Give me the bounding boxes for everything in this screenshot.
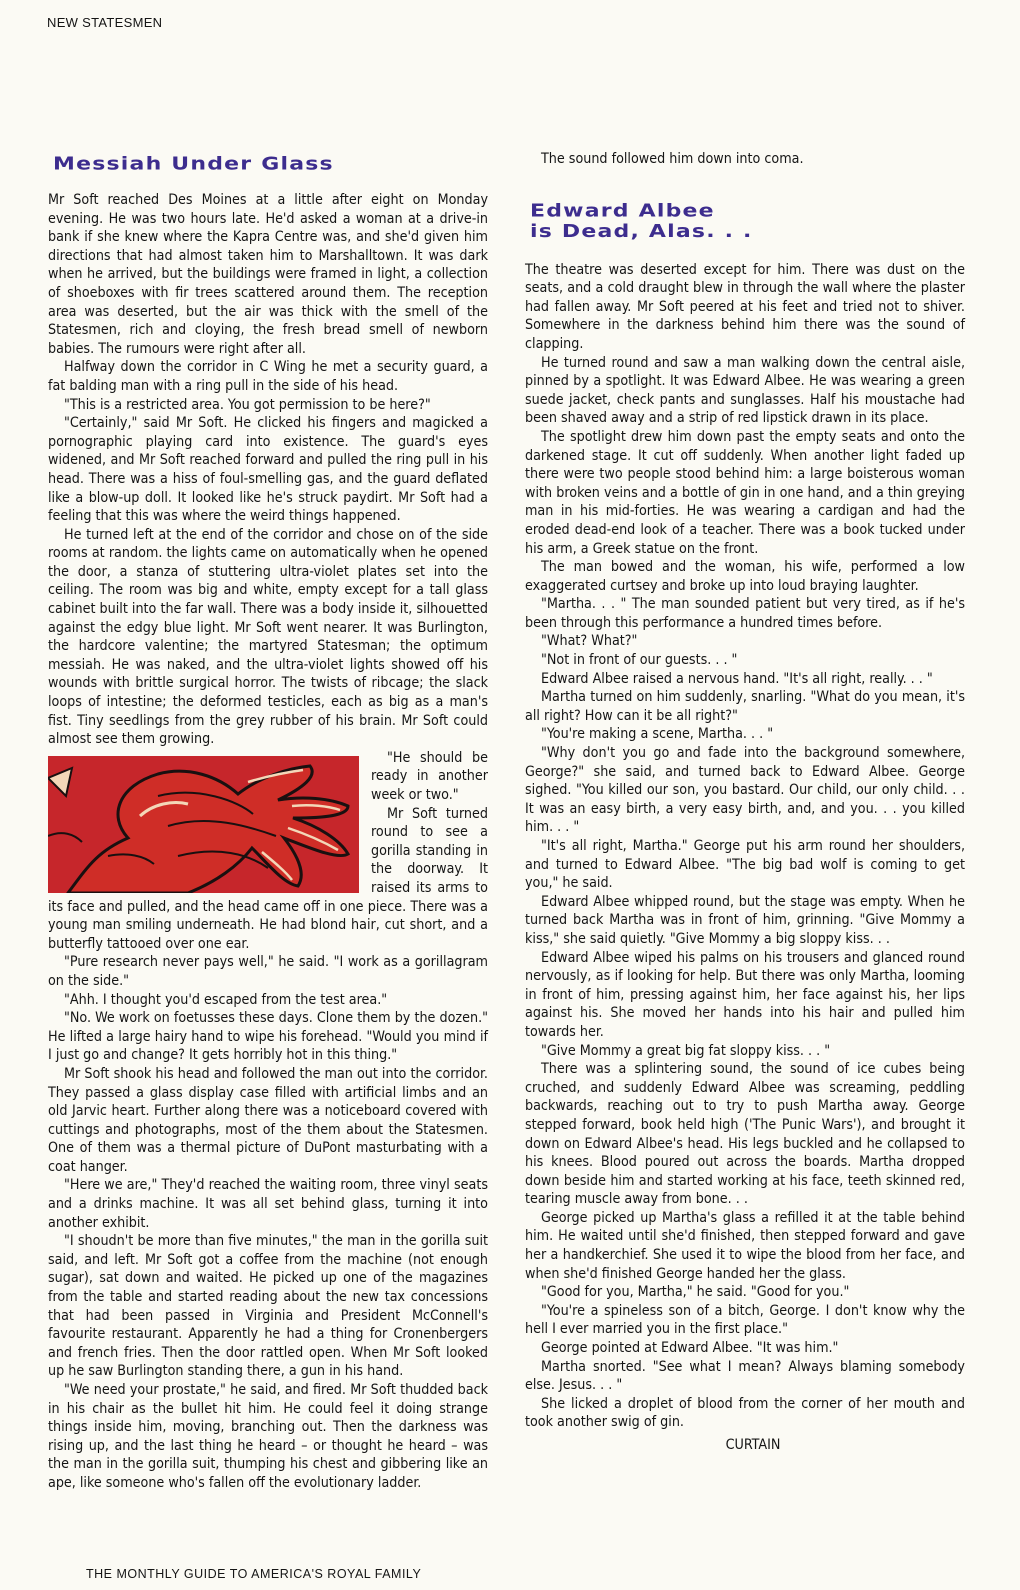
paragraph: Edward Albee wiped his palms on his trousers and glanced round nervously, as if looking for help. But there was only Martha, looming in front of him, pressing against him, her face against his, her lips against his. She moved her hands into his hair and pulled him towards her. [525,949,965,1040]
paragraph: Martha snorted. "See what I mean? Always blaming somebody else. Jesus. . . " [525,1358,965,1394]
paragraph: The spotlight drew him down past the empty seats and onto the darkened stage. It cut off suddenly. When another light faded up there were two people stood behind him: a large boisterous woman with broken veins and a bottle of gin in one hand, and a thin greying man in his mid-forties. He was wearing a cardigan and had the eroded dead-end look of a teacher. There was a book tucked under his arm, a Greek statue on the front. [525,428,965,557]
running-head: NEW STATESMEN [47,15,163,30]
paragraph: "He should be ready in another week or two." [371,749,488,803]
paragraph: "Not in front of our guests. . . " [541,652,738,669]
paragraph: The theatre was deserted except for him. There was dust on the seats, and a cold draught blew in through the wall where the plaster had fallen away. Mr Soft peered at his feet and tried not to shiver. Somewhere in the darkness behind him there was the sound of clapping. [525,261,965,352]
right-column [525,150,965,1455]
paragraph: Mr Soft turned round to see a gorilla standing in the doorway. It raised its arms to its face and pulled, and the head came off in one piece. There was a young man smiling underneath. He had blond hair, cut short, and a butterfly tattooed over one ear. [48,805,488,952]
paragraph: The man bowed and the woman, his wife, performed a low exaggerated curtsey and broke up into loud braying laughter. [525,559,965,594]
paragraph: Martha turned on him suddenly, snarling. "What do you mean, it's all right? How can it be all right?" [525,689,965,724]
paragraph: The sound followed him down into coma. [541,151,804,167]
story-title-messiah: Messiah Under Glass [53,154,334,175]
paragraph: "Good for you, Martha," he said. "Good for you." [541,1284,850,1301]
paragraph: George picked up Martha's glass a refilled it at the table behind him. He waited until she'd finished, then stepped forward and gave her a handkerchief. She used it to wipe the blood from her face, and when she'd finished George handed her the glass. [525,1209,965,1282]
story-title-albee-line2: is Dead, Alas. . . [530,221,753,242]
paragraph: "Why don't you go and fade into the background somewhere, George?" she said, and turned back to Edward Albee. George sighed. "You killed our son, you bastard. Our child, our only child. . . It was an easy birth, a very easy birth, and, and you. . . you killed him. . . " [525,745,965,836]
paragraph: "Pure research never pays well," he said. "I work as a gorillagram on the side." [48,954,488,989]
paragraph: "You're a spineless son of a bitch, George. I don't know why the hell I ever married you in the first place." [525,1302,965,1338]
paragraph: "Martha. . . " The man sounded patient but very tired, as if he's been through this performance a hundred times before. [525,596,965,631]
left-column [48,148,488,1493]
running-foot: THE MONTHLY GUIDE TO AMERICA'S ROYAL FAMILY [86,1567,422,1581]
paragraph: Mr Soft shook his head and followed the man out into the corridor. They passed a glass display case filled with artificial limbs and an old Jarvic heart. Further along there was a noticeboard covered with cuttings and photographs, most of the them about the Statesmen. One of them was a thermal picture of DuPont masturbating with a coat hanger. [48,1065,488,1175]
paragraph: "No. We work on foetusses these days. Clone them by the dozen." He lifted a large hairy hand to wipe his forehead. "Would you mind if I just go and change? It gets horribly hot in this thing." [48,1010,488,1064]
paragraph: "It's all right, Martha." George put his arm round her shoulders, and turned to Edward Albee. "The big bad wolf is coming to get you," he said. [525,838,965,892]
paragraph: He turned round and saw a man walking down the central aisle, pinned by a spotlight. It was Edward Albee. He was wearing a green suede jacket, check pants and sunglasses. Half his moustache had been shaved away and a strip of red lipstick drawn in its place. [525,354,965,427]
paragraph: George pointed at Edward Albee. "It was him." [541,1340,839,1357]
story-title-albee [530,201,965,242]
paragraph: "Give Mommy a great big fat sloppy kiss. . . " [541,1042,831,1059]
paragraph: "Certainly," said Mr Soft. He clicked his fingers and magicked a pornographic playing card into existence. The guard's eyes widened, and Mr Soft reached forward and pulled the ring pull in his head. There was a hiss of foul-smelling gas, and the guard deflated like a blow-up doll. It looked like he's struck paydirt. Mr Soft had a feeling that this was where the weird things happened. [48,415,488,525]
paragraph: "We need your prostate," he said, and fired. Mr Soft thudded back in his chair as the bullet hit him. He could feel it doing strange things inside him, moving, branching out. Then the darkness was rising up, and the last thing he heard – or thought he heard – was the man in the gorilla suit, thumping his chest and gibbering like an ape, like someone who's fallen off the evolutionary ladder. [48,1382,488,1491]
paragraph: "Ahh. I thought you'd escaped from the test area." [64,991,388,1008]
paragraph: "What? What?" [541,633,638,650]
paragraph: "You're making a scene, Martha. . . " [541,726,774,743]
paragraph: Mr Soft reached Des Moines at a little after eight on Monday evening. He was two hours late. He'd asked a woman at a drive-in bank if she knew where the Kapra Centre was, and she'd given him directions that had almost taken him to Marshalltown. It was dark when he arrived, but the buildings were framed in light, a collection of shoeboxes with fir trees scattered around them. The reception area was deserted, but the air was thick with the smell of the Statesmen, rich and cloying, the fresh bread smell of newborn babies. The rumours were right after all. [48,192,488,357]
story-title-albee-line1: Edward Albee [530,200,715,222]
paragraph: "Here we are," They'd reached the waiting room, three vinyl seats and a drinks machine. It was all set behind glass, turning it into another exhibit. [48,1177,488,1231]
paragraph: There was a splintering sound, the sound of ice cubes being cruched, and suddenly Edward Albee was screaming, peddling backwards, reaching out to try to push Martha away. George stepped forward, book held high ('The Punic Wars'), and brought it down on Edward Albee's head. His legs buckled and he collapsed to his knees. Blood poured out across the boards. Martha dropped down beside him and started working at his face, teeth skinned red, tearing muscle away from bone. . . [525,1061,965,1208]
paragraph: He turned left at the end of the corridor and chose on of the side rooms at random. the lights came on automatically when he opened the door, a stanza of stuttering ultra-violet plates set into the ceiling. The room was big and white, empty except for a tall glass cabinet built into the far wall. There was a body inside it, silhouetted against the edgy blue light. Mr Soft went nearer. It was Burlington, the hardcore valentine; the martyred Statesman; the optimum messiah. He was naked, and the ultra-violet lights showed off his wounds with brittle surgical horror. The twists of ribcage; the slack loops of intestine; the deformed testicles, each as big as a man's fist. Tiny seedlings from the grey rubber of his brain. Mr Soft could almost see them growing. [48,526,488,748]
paragraph: Halfway down the corridor in C Wing he met a security guard, a fat balding man with a ring pull in the side of his head. [48,359,488,394]
paragraph: "This is a restricted area. You got permission to be here?" [64,396,431,413]
end-mark-curtain: CURTAIN [725,1437,781,1453]
paragraph: She licked a droplet of blood from the corner of her mouth and took another swig of gin. [525,1395,965,1431]
paragraph: "I shoudn't be more than five minutes," the man in the gorilla suit said, and left. Mr Soft got a coffee from the machine (not enough sugar), sat down and waited. He picked up one of the magazines from the table and started reading about the new tax concessions that had been passed in Virginia and President McConnell's favourite restaurant. Apparently he had a thing for Cronenbergers and french fries. Then the door rattled open. When Mr Soft looked up he saw Burlington standing there, a gun in his hand. [48,1233,488,1380]
paragraph: Edward Albee raised a nervous hand. "It's all right, really. . . " [541,670,933,687]
red-hand-illustration [48,756,359,893]
paragraph: Edward Albee whipped round, but the stage was empty. When he turned back Martha was in front of him, grinning. "Give Mommy a kiss," she said quietly. "Give Mommy a big sloppy kiss. . . [525,893,965,947]
